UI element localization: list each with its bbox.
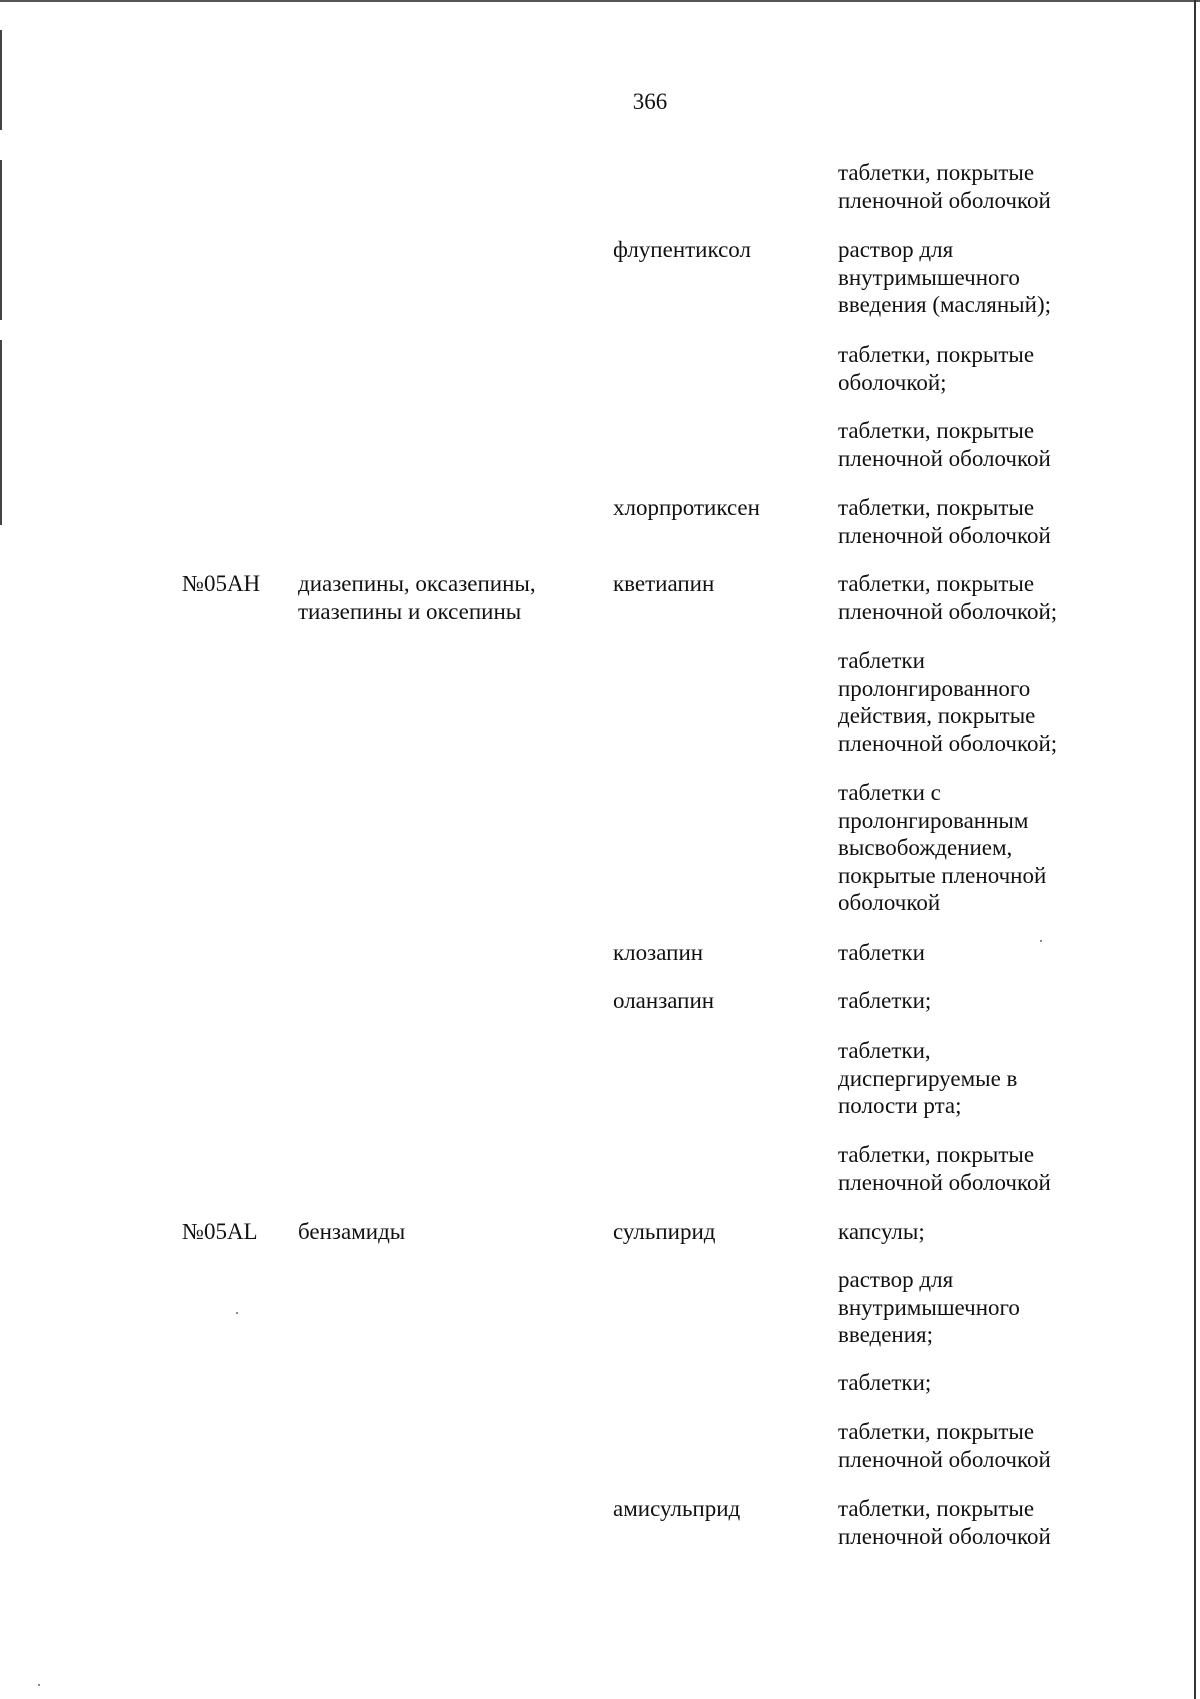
dosage-form: таблетки; [838,1370,932,1395]
drug-name: амисульприд [613,1496,741,1521]
scan-edge-right [1194,0,1196,1699]
dosage-form: таблетки, покрытые пленочной оболочкой [838,1142,1051,1195]
scan-speck [38,1684,40,1686]
atc-group: диазепины, оксазепины, тиазепины и оксепины [298,571,536,624]
dosage-form: таблетки, покрытые пленочной оболочкой [838,1419,1051,1472]
dosage-form: раствор для внутримышечного введения; [838,1267,1020,1347]
drug-name: флупентиксол [613,237,751,262]
scan-speck [1040,940,1042,942]
dosage-form: раствор для внутримышечного введения (масляный); [838,237,1051,317]
dosage-form: таблетки с пролонгированным высвобождением, покрытые пленочной оболочкой [838,780,1047,915]
drug-name: сульпирид [613,1219,716,1244]
drug-name: кветиапин [613,571,715,596]
drug-name: клозапин [613,940,704,965]
scan-edge-top [0,0,1200,2]
dosage-form: таблетки, покрытые пленочной оболочкой [838,495,1051,548]
dosage-form: таблетки пролонгированного действия, покрытые пленочной оболочкой; [838,648,1058,756]
dosage-form: таблетки, покрытые оболочкой; [838,342,1035,395]
dosage-form: таблетки, покрытые пленочной оболочкой [838,1496,1051,1549]
dosage-form: таблетки, покрытые пленочной оболочкой [838,160,1051,213]
atc-group: бензамиды [298,1219,406,1244]
scan-edge-left [0,340,2,525]
atc-code: №05AL [182,1219,258,1244]
drug-name: оланзапин [613,988,715,1013]
dosage-form: таблетки, покрытые пленочной оболочкой [838,418,1051,471]
dosage-form: таблетки; [838,988,932,1013]
dosage-form: таблетки, диспергируемые в полости рта; [838,1038,1018,1118]
drug-name: хлорпротиксен [613,495,760,520]
page-number: 366 [632,89,668,114]
atc-code: №05AH [182,571,261,596]
dosage-form: капсулы; [838,1219,925,1244]
scan-edge-left [0,160,2,320]
dosage-form: таблетки, покрытые пленочной оболочкой; [838,571,1058,624]
dosage-form: таблетки [838,940,925,965]
scan-speck [236,1312,238,1314]
